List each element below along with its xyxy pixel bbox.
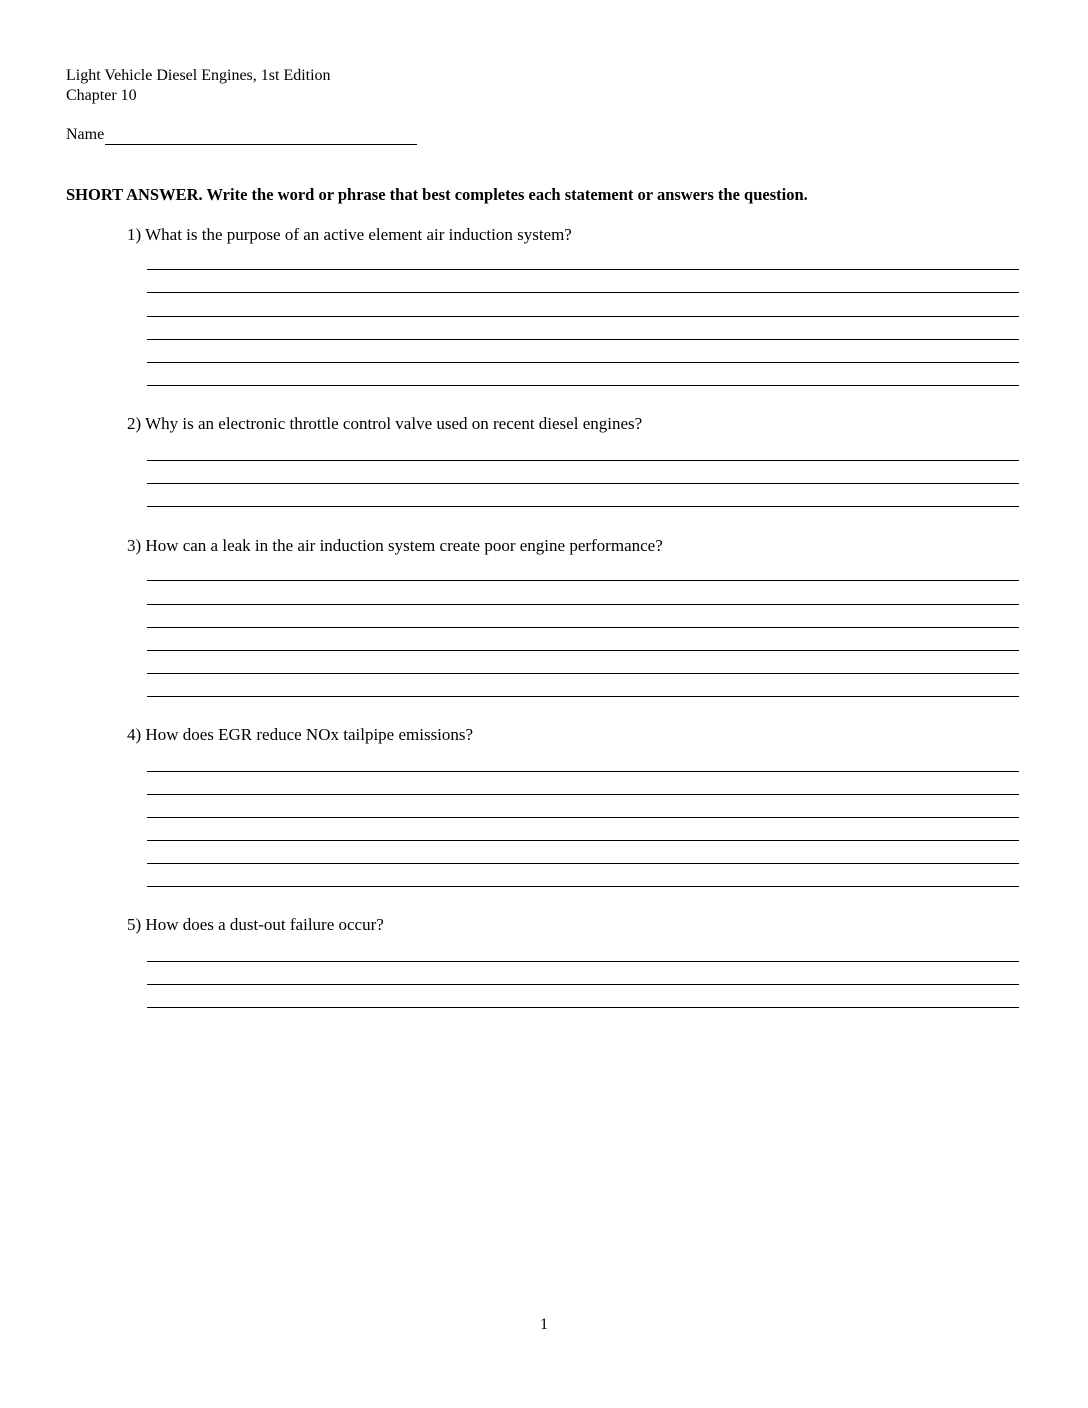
answer-line[interactable] — [147, 460, 1019, 461]
answer-line[interactable] — [147, 961, 1019, 962]
name-label: Name — [66, 126, 105, 143]
answer-line[interactable] — [147, 506, 1019, 507]
question-1: 1) What is the purpose of an active element air induction system? — [127, 225, 572, 244]
answer-line[interactable] — [147, 817, 1019, 818]
answer-line[interactable] — [147, 696, 1019, 697]
page-number: 1 — [540, 1316, 548, 1333]
name-field-row — [66, 125, 417, 145]
question-4: 4) How does EGR reduce NOx tailpipe emissions? — [127, 725, 474, 744]
answer-line[interactable] — [147, 580, 1019, 581]
question-5: 5) How does a dust-out failure occur? — [127, 915, 384, 934]
answer-line[interactable] — [147, 483, 1019, 484]
answer-line[interactable] — [147, 863, 1019, 864]
answer-line[interactable] — [147, 292, 1019, 293]
answer-line[interactable] — [147, 650, 1019, 651]
answer-line[interactable] — [147, 984, 1019, 985]
answer-line[interactable] — [147, 604, 1019, 605]
question-2: 2) Why is an electronic throttle control valve used on recent diesel engines? — [127, 414, 643, 433]
answer-line[interactable] — [147, 385, 1019, 386]
answer-line[interactable] — [147, 673, 1019, 674]
answer-line[interactable] — [147, 1007, 1019, 1008]
question-3: 3) How can a leak in the air induction system create poor engine performance? — [127, 536, 663, 555]
answer-line[interactable] — [147, 362, 1019, 363]
answer-line[interactable] — [147, 627, 1019, 628]
chapter-label: Chapter 10 — [66, 87, 137, 104]
instructions: SHORT ANSWER. Write the word or phrase that best completes each statement or answers the question. — [66, 185, 808, 204]
answer-line[interactable] — [147, 339, 1019, 340]
answer-line[interactable] — [147, 840, 1019, 841]
answer-line[interactable] — [147, 316, 1019, 317]
answer-line[interactable] — [147, 886, 1019, 887]
answer-line[interactable] — [147, 269, 1019, 270]
book-title: Light Vehicle Diesel Engines, 1st Edition — [66, 67, 331, 84]
name-blank-line[interactable] — [105, 127, 417, 145]
answer-line[interactable] — [147, 771, 1019, 772]
answer-line[interactable] — [147, 794, 1019, 795]
